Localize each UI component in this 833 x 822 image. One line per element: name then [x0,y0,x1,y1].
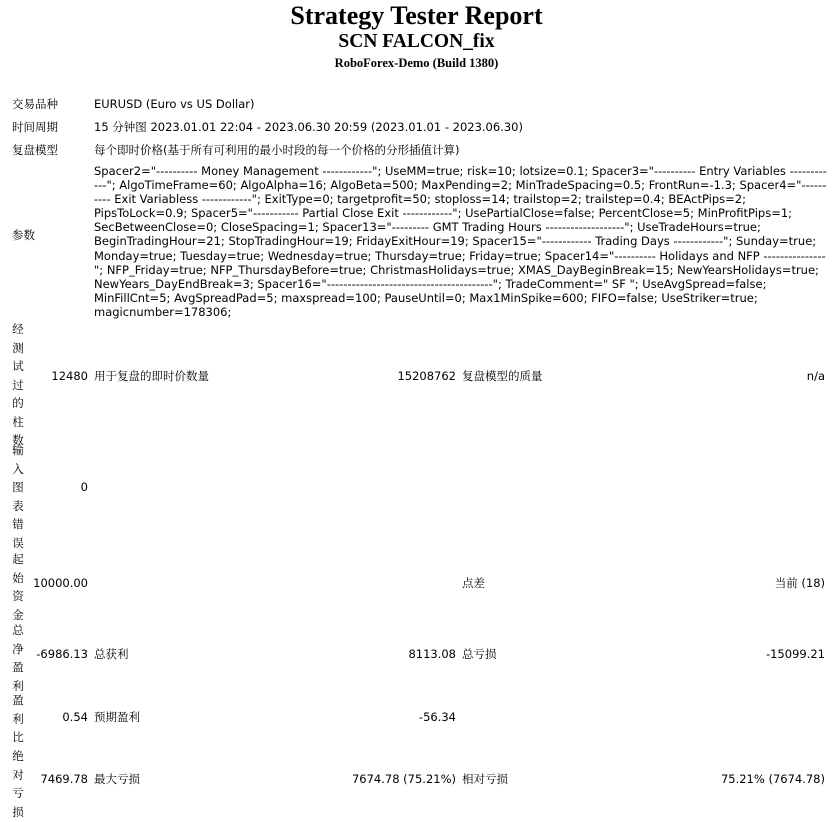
absolute-drawdown-label: 绝对亏损 [12,749,24,819]
relative-drawdown-label: 相对亏损 [462,772,508,786]
expected-payoff-value: -56.34 [418,710,456,724]
max-drawdown-value: 7674.78 (75.21%) [351,772,456,786]
deposit-value: 10000.00 [33,576,88,590]
params-label: 参数 [12,228,35,242]
params-value: Spacer2="---------- Money Management ------------"; UseMM=true; risk=10; lotsize=0.1; Spacer3="---------- Entry Variables ------------"; AlgoTimeFrame=60; AlgoAlpha=16; AlgoBeta=500; MaxPending=2; MinTradeSpacing=0.5; FrontRun=-1.3; Spacer4="---------- Exit Variabless ------------"; ExitType=0; targetprofit=50; stoploss=14; trailstop=2; trailstep=0.4; BEActPips=2; PipsToLock=0.9; Spacer5="----------- Partial Close Exit ------------"; UsePartialClose=false; PercentClose=5; MinProfitPips=1; SecBetweenClose=0; CloseSpacing=1; Spacer13="--------- GMT Trading Hours -------------------"; UseTradeHours=true; BeginTradingHour=21; StopTradingHour=19; FridayExitHour=19; Spacer15="------------ Trading Days ------------"; Sunday=true; Monday=true; Tuesday=true; Wednesday=true; Thursday=true; Friday=true; Spacer14="---------- Holidays and NFP ---------------"; NFP_Friday=true; NFP_ThursdayBefore=true; ChristmasHolidays=true; XMAS_DayBeginBreak=15; NewYearsHolidays=true; NewYears_DayEndBreak=3; Spacer16="----------------------------------------"; TradeComment=" SF "; UseAvgSpread=false; MinFillCnt=5; AvgSpreadPad=5; maxspread=100; PauseUntil=0; Max1MinSpike=600; FIFO=false; UseStriker=true; magicnumber=178306; [94,164,827,319]
max-drawdown-label: 最大亏损 [94,772,140,786]
server-build: RoboForex-Demo (Build 1380) [334,56,499,70]
symbol-value: EURUSD (Euro vs US Dollar) [94,97,255,111]
net-profit-label: 总净盈利 [12,623,24,693]
errors-value: 0 [80,480,88,494]
model-value: 每个即时价格(基于所有可利用的最小时段的每一个价格的分形插值计算) [94,143,460,157]
ticks-value: 15208762 [397,369,456,383]
bars-value: 12480 [51,369,88,383]
spread-value: 当前 (18) [774,576,825,590]
expected-payoff-label: 预期盈利 [94,710,140,724]
period-label: 时间周期 [12,120,58,134]
gross-profit-label: 总获利 [94,647,129,661]
relative-drawdown-value: 75.21% (7674.78) [720,772,825,786]
quality-label: 复盘模型的质量 [462,369,543,383]
period-value: 15 分钟图 2023.01.01 22:04 - 2023.06.30 20:59 (2023.01.01 - 2023.06.30) [94,120,523,134]
profit-factor-label: 盈利比 [12,693,24,744]
report-title: Strategy Tester Report [290,1,543,30]
gross-loss-value: -15099.21 [765,647,825,661]
symbol-label: 交易品种 [12,97,58,111]
bars-label: 经测试过的柱数 [12,322,24,447]
net-profit-value: -6986.13 [36,647,88,661]
absolute-drawdown-value: 7469.78 [40,772,88,786]
gross-loss-label: 总亏损 [462,647,497,661]
errors-label: 输入图表错误 [12,443,24,550]
spread-label: 点差 [462,576,485,590]
profit-factor-value: 0.54 [62,710,88,724]
quality-value: n/a [806,369,825,383]
expert-name: SCN FALCON_fix [338,31,495,52]
deposit-label: 起始资金 [12,552,24,622]
ticks-label: 用于复盘的即时价数量 [94,369,209,383]
model-label: 复盘模型 [12,143,58,157]
gross-profit-value: 8113.08 [408,647,456,661]
